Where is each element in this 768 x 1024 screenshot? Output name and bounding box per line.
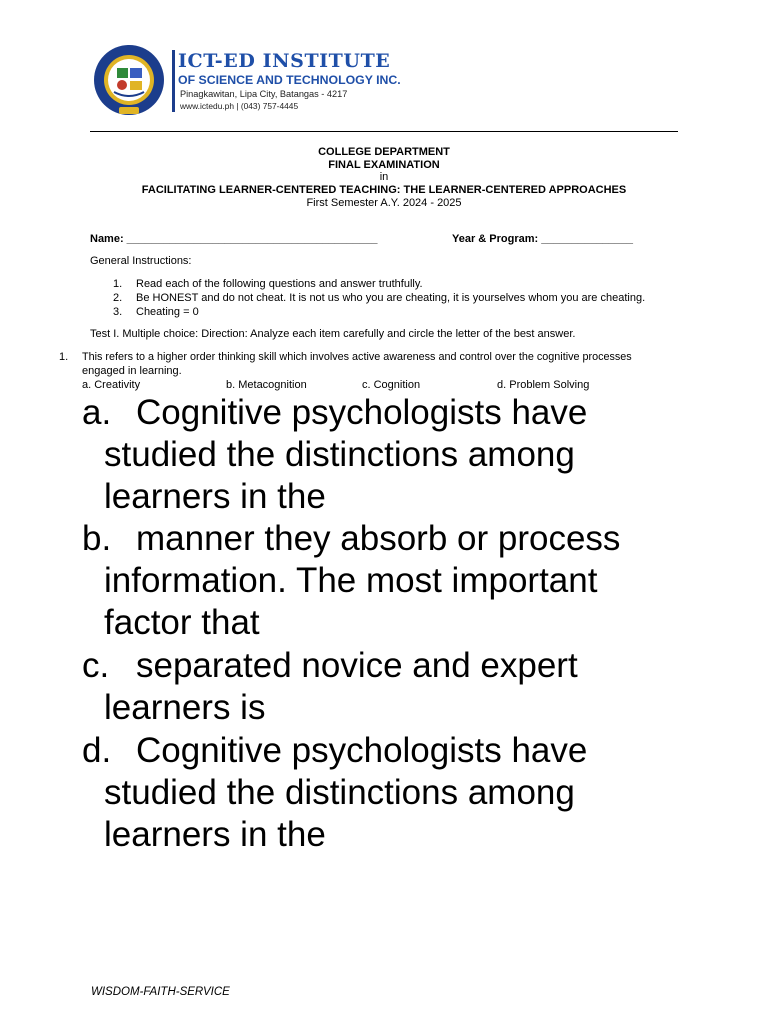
institute-name: ICT-ED INSTITUTE [178,50,391,72]
term-label: First Semester A.Y. 2024 - 2025 [306,197,462,209]
instruction-item: Read each of the following questions and answer truthfully. [136,278,423,290]
instruction-number: 2. [113,292,123,304]
choice-d[interactable]: d. Problem Solving [497,379,590,391]
instruction-number: 3. [113,306,123,318]
choice-b[interactable]: b. Metacognition [226,379,307,391]
list-line: studied the distinctions among [104,435,575,474]
test-direction: Test I. Multiple choice: Direction: Analyze each item carefully and circle the letter of the best answer. [90,328,576,340]
institute-address: Pinagkawitan, Lipa City, Batangas - 4217 [180,89,348,99]
question-number: 1. [59,351,69,363]
course-title: FACILITATING LEARNER-CENTERED TEACHING: THE LEARNER-CENTERED APPROACHES [141,184,627,196]
heading-connector: in [379,171,389,183]
large-list-item [82,392,587,434]
question-text-continued: engaged in learning. [82,365,182,377]
list-marker: d. [82,731,112,770]
institute-subname: OF SCIENCE AND TECHNOLOGY INC. [178,73,401,87]
department-title: COLLEGE DEPARTMENT [318,146,450,158]
list-line: information. The most important [104,561,598,600]
large-list-item [82,730,587,772]
list-marker: b. [82,519,112,558]
instruction-item: Be HONEST and do not cheat. It is not us who you are cheating, it is yourselves whom you are cheating. [136,292,646,304]
header-rule [90,131,678,132]
list-marker: c. [82,646,110,685]
large-list-item [82,645,578,687]
instruction-number: 1. [113,278,123,290]
instructions-title: General Instructions: [90,255,192,267]
instruction-item: Cheating = 0 [136,306,199,318]
list-line: Cognitive psychologists have [136,731,588,770]
list-line: manner they absorb or process [136,519,621,558]
list-line: learners in the [104,477,326,516]
list-line: Cognitive psychologists have [136,393,588,432]
choice-a[interactable]: a. Creativity [82,379,141,391]
list-line: factor that [104,603,260,642]
school-seal-icon [92,44,170,116]
question-text: This refers to a higher order thinking skill which involves active awareness and control over the cognitive processes [82,351,632,363]
list-line: learners in the [104,815,326,854]
list-line: learners is [104,688,266,727]
list-marker: a. [82,393,112,432]
exam-title: FINAL EXAMINATION [328,159,440,171]
letterhead-divider [172,50,175,112]
list-line: separated novice and expert [136,646,578,685]
choice-c[interactable]: c. Cognition [362,379,421,391]
list-line: studied the distinctions among [104,773,575,812]
name-field[interactable]: Name: _________________________________________ [90,233,378,245]
institute-contact: www.ictedu.ph | (043) 757-4445 [180,101,299,111]
year-program-field[interactable]: Year & Program: _______________ [452,233,634,245]
letterhead [92,42,432,118]
large-list-item [82,518,620,560]
footer-motto: WISDOM-FAITH-SERVICE [91,986,230,998]
